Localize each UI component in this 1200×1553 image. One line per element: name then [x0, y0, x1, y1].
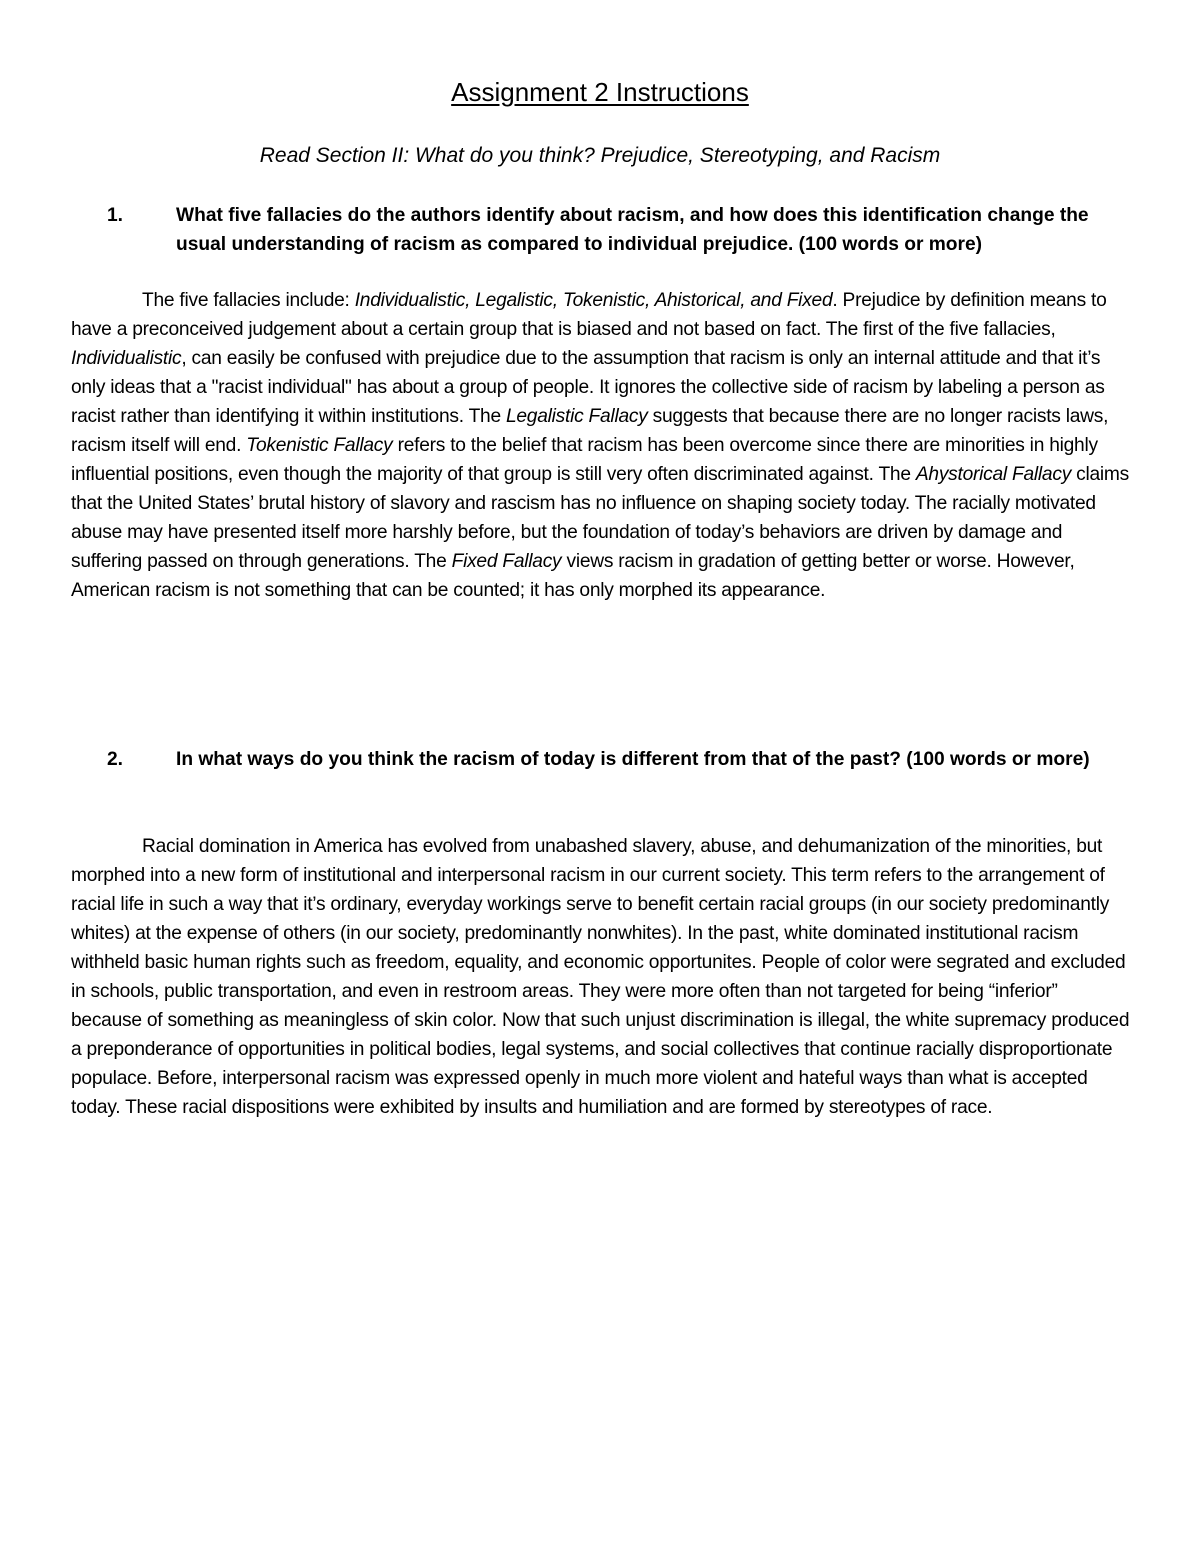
- answer-emphasis: Legalistic Fallacy: [505, 406, 648, 427]
- question-number: 2.: [107, 749, 124, 770]
- question-text: In what ways do you think the racism of today is different from that of the past? (100 words or more): [176, 749, 1090, 770]
- answer-2: [71, 832, 1133, 1122]
- answer-text: Racial domination in America has evolved from unabashed slavery, abuse, and dehumanization of the minorities, but morphed into a new form of institutional and interpersonal racism in our current society. This term refers to the arrangement of racial life in such a way that it’s ordinary, everyday workings serve to benefit certain racial groups (in our society predominantly whites) at the expense of others (in our society, predominantly nonwhites). In the past, white dominated institutional racism withheld basic human rights such as freedom, equality, and economic opportunites. People of color were segrated and excluded in schools, public transportation, and even in restroom areas. They were more often than not targeted for being “inferior” because of something as meaningless of skin color. Now that such unjust discrimination is illegal, the white supremacy produced a preponderance of opportunities in political bodies, legal systems, and social collectives that continue racially disproportionate populace. Before, interpersonal racism was expressed openly in much more violent and hateful ways than what is accepted today. These racial dispositions were exhibited by insults and humiliation and are formed by stereotypes of race.: [71, 836, 1130, 1118]
- answer-emphasis: Ahystorical Fallacy: [915, 464, 1072, 485]
- answer-text: The five fallacies include:: [142, 290, 355, 311]
- answer-text: suggests that because there are no longer racists laws, racism itself will end.: [71, 406, 1109, 456]
- question-text: What five fallacies do the authors identify about racism, and how does this identification change the usual understanding of racism as compared to individual prejudice. (100 words or more): [176, 205, 1089, 255]
- answer-text: claims that the United States’ brutal history of slavory and rascism has no influence on shaping society today. The racially motivated abuse may have presented itself more harshly before, but the foundation of today’s behaviors are driven by damage and suffering passed on through generations. The: [71, 464, 1129, 572]
- answer-emphasis: Individualistic: [71, 348, 182, 369]
- answer-text: . Prejudice by definition means to have a preconceived judgement about a certain group that is biased and not based on fact. The first of the five fallacies,: [71, 290, 1107, 340]
- answer-text: views racism in gradation of getting better or worse. However, American racism is not something that can be counted; it has only morphed its appearance.: [71, 551, 1075, 601]
- question-2: [107, 745, 1137, 774]
- question-number: 1.: [107, 205, 124, 226]
- answer-text: refers to the belief that racism has been overcome since there are minorities in highly influential positions, even though the majority of that group is still very often discriminated against. The: [71, 435, 1098, 485]
- answer-text: , can easily be confused with prejudice due to the assumption that racism is only an internal attitude and that it’s only ideas that a "racist individual" has about a group of people. It ignores the collective side of racism by labeling a person as racist rather than identifying it within institutions. The: [71, 348, 1105, 427]
- answer-emphasis: Tokenistic Fallacy: [246, 435, 393, 456]
- document-title: Assignment 2 Instructions: [451, 77, 749, 107]
- question-1: [107, 201, 1137, 259]
- answer-emphasis: Fixed Fallacy: [451, 551, 562, 572]
- answer-1: [71, 286, 1133, 605]
- document-subtitle: Read Section II: What do you think? Prejudice, Stereotyping, and Racism: [259, 144, 941, 167]
- answer-emphasis: Individualistic, Legalistic, Tokenistic, Ahistorical, and Fixed: [354, 290, 833, 311]
